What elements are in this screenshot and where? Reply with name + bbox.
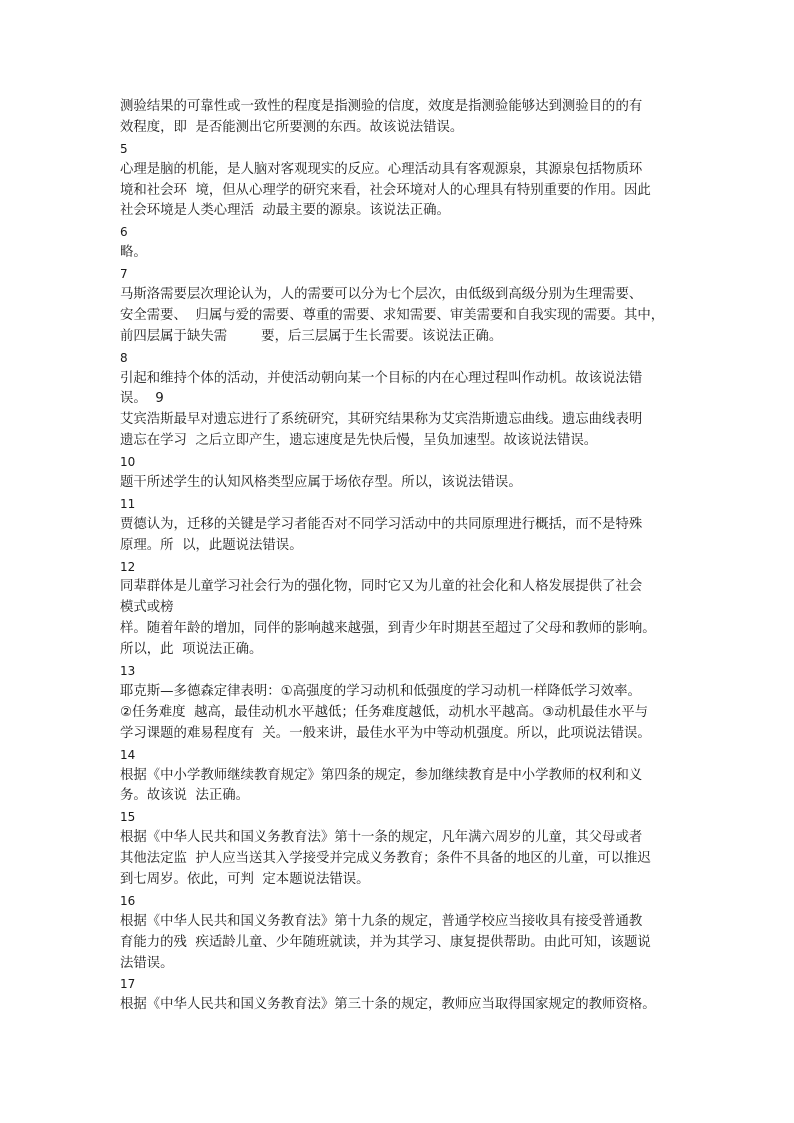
text-line: 根据《中华人民共和国义务教育法》第三十条的规定，教师应当取得国家规定的教师资格。 <box>120 997 656 1013</box>
text-line: 所以，此 项说法正确。 <box>120 642 263 658</box>
text-line: 贾德认为，迁移的关键是学习者能否对不同学习活动中的共同原理进行概括，而不是特殊 <box>120 516 643 532</box>
text-line: 艾宾浩斯最早对遗忘进行了系统研究，其研究结果称为艾宾浩斯遗忘曲线。遗忘曲线表明 <box>120 412 643 428</box>
text-line: 样。随着年龄的增加，同伴的影响越来越强，到青少年时期甚至超过了父母和教师的影响。 <box>120 621 656 637</box>
text-line: 法错误。 <box>120 955 174 971</box>
text-line: 根据《中华人民共和国义务教育法》第十九条的规定，普通学校应当接收具有接受普通教 <box>120 913 643 929</box>
question-number: 17 <box>120 977 136 992</box>
text-line: 社会环境是人类心理活 动最主要的源泉。该说法正确。 <box>120 203 450 219</box>
text-line: 模式或榜 <box>120 600 174 616</box>
question-number: 14 <box>120 747 136 762</box>
text-line: 学习课题的难易程度有 关。一般来讲，最佳水平为中等动机强度。所以，此项说法错误。 <box>120 725 651 741</box>
question-number: 12 <box>120 559 136 574</box>
question-number: 5 <box>120 141 128 156</box>
text-line: 马斯洛需要层次理论认为，人的需要可以分为七个层次，由低级到高级分别为生理需要、 <box>120 287 643 303</box>
text-line: 引起和维持个体的活动，并使活动朝向某一个目标的内在心理过程叫作动机。故该说法错 <box>120 370 643 386</box>
text-line: 育能力的残 疾适龄儿童、少年随班就读，并为其学习、康复提供帮助。由此可知，该题说 <box>120 934 651 950</box>
text-line: 测验结果的可靠性或一致性的程度是指测验的信度，效度是指测验能够达到测验目的的有 <box>120 99 643 114</box>
text-line: 务。故该说 法正确。 <box>120 788 250 804</box>
text-line: 效程度，即 是否能测出它所要测的东西。故该说法错误。 <box>120 119 464 135</box>
text-line: 原理。所 以，此题说法错误。 <box>120 537 303 553</box>
text-line: ②任务难度 越高，最佳动机水平越低；任务难度越低，动机水平越高。③动机最佳水平与 <box>120 704 648 720</box>
question-number: 11 <box>120 496 136 511</box>
text-line: 心理是脑的机能，是人脑对客观现实的反应。心理活动具有客观源泉，其源泉包括物质环 <box>120 161 643 177</box>
document-page <box>120 97 680 1016</box>
text-line: 误。 9 <box>120 391 164 407</box>
text-line: 根据《中小学教师继续教育规定》第四条的规定，参加继续教育是中小学教师的权利和义 <box>120 767 643 783</box>
question-number: 7 <box>120 267 128 282</box>
text-line: 安全需要、 归属与爱的需要、尊重的需要、求知需要、审美需要和自我实现的需要。其中， <box>120 307 665 323</box>
question-number: 15 <box>120 810 136 825</box>
text-line: 题干所述学生的认知风格类型应属于场依存型。所以，该说法错误。 <box>120 475 522 491</box>
text-line: 境和社会环 境，但从心理学的研究来看，社会环境对人的心理具有特别重要的作用。因此 <box>120 182 651 198</box>
text-line: 根据《中华人民共和国义务教育法》第十一条的规定，凡年满六周岁的儿童，其父母或者 <box>120 830 643 846</box>
text-line: 耶克斯—多德森定律表明：①高强度的学习动机和低强度的学习动机一样降低学习效率。 <box>120 683 641 699</box>
text-line: 其他法定监 护人应当送其入学接受并完成义务教育；条件不具备的地区的儿童，可以推迟 <box>120 851 651 867</box>
text-line: 遗忘在学习 之后立即产生，遗忘速度是先快后慢，呈负加速型。故该说法错误。 <box>120 433 598 449</box>
text-line: 同辈群体是儿童学习社会行为的强化物，同时它又为儿童的社会化和人格发展提供了社会 <box>120 579 643 595</box>
question-number: 8 <box>120 350 128 365</box>
question-number: 13 <box>120 664 136 679</box>
text-line: 到七周岁。依此，可判 定本题说法错误。 <box>120 871 370 887</box>
text-line: 前四层属于缺失需 要，后三层属于生长需要。该说法正确。 <box>120 328 503 344</box>
question-number: 16 <box>120 893 136 908</box>
question-number: 6 <box>120 225 128 240</box>
text-line: 略。 <box>120 245 147 261</box>
question-number: 10 <box>120 455 136 470</box>
